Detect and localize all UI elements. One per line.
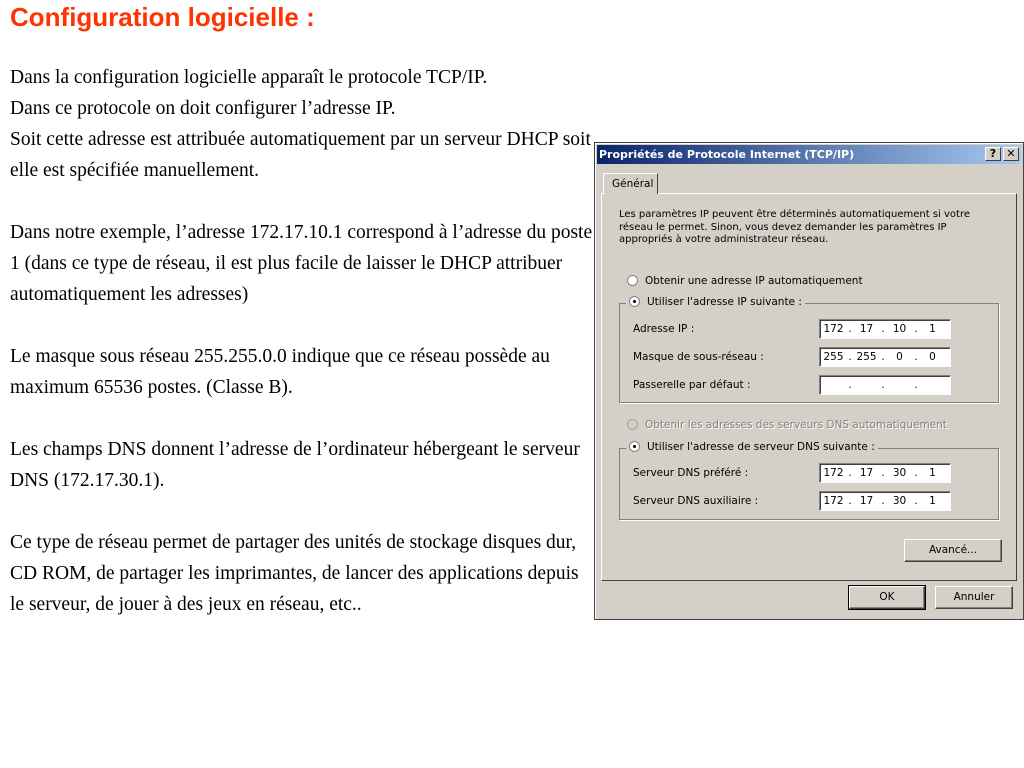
dns-alternate-label: Serveur DNS auxiliaire : (633, 495, 759, 507)
octet: 1 (929, 323, 936, 335)
paragraph: Dans notre exemple, l’adresse 172.17.10.1 correspond à l’adresse du poste 1 (dans ce type de réseau, il est plus facile de laisser le DHCP attribuer automatiquement les adresses) (10, 222, 593, 305)
dialog-title: Propriétés de Protocole Internet (TCP/IP) (599, 148, 855, 161)
mask-label: Masque de sous-réseau : (633, 351, 764, 363)
dns-preferred-input[interactable]: 172 . 17 . 30 . 1 (819, 463, 951, 483)
close-button[interactable]: ✕ (1003, 147, 1019, 161)
subnet-mask-input[interactable]: 255 . 255 . 0 . 0 (819, 347, 951, 367)
radio-on-icon (629, 296, 640, 307)
octet: 172 (823, 323, 844, 335)
slide-title: Configuration logicielle : (10, 2, 315, 32)
radio-disabled-icon (627, 419, 638, 430)
octet: 30 (892, 467, 907, 479)
radio-dns-auto[interactable] (627, 419, 947, 431)
radio-dns-manual[interactable] (626, 441, 878, 453)
radio-dns-manual-label: Utiliser l'adresse de serveur DNS suivante : (647, 441, 875, 453)
gateway-input[interactable]: . . . (819, 375, 951, 395)
octet: 0 (929, 351, 936, 363)
gateway-label: Passerelle par défaut : (633, 379, 751, 391)
octet: 17 (859, 495, 874, 507)
octet: 0 (896, 351, 903, 363)
ip-address-input[interactable]: 172 . 17 . 10 . 1 (819, 319, 951, 339)
slide-body (10, 62, 595, 620)
radio-off-icon (627, 275, 638, 286)
dns-alternate-input[interactable]: 172 . 17 . 30 . 1 (819, 491, 951, 511)
paragraph: Les champs DNS donnent l’adresse de l’ordinateur hébergeant le serveur DNS (172.17.30.1). (10, 439, 580, 491)
tab-general-label: Général (612, 178, 654, 190)
dns-preferred-label: Serveur DNS préféré : (633, 467, 749, 479)
paragraph: Ce type de réseau permet de partager des unités de stockage disques dur, CD ROM, de partager les imprimantes, de lancer des applications depuis le serveur, de jouer à des jeux en réseau, etc.. (10, 532, 579, 615)
advanced-button[interactable]: Avancé... (904, 539, 1002, 562)
paragraph: Dans ce protocole on doit configurer l’adresse IP. (10, 98, 396, 119)
octet: 172 (823, 495, 844, 507)
cancel-button[interactable]: Annuler (935, 586, 1013, 609)
paragraph: Le masque sous réseau 255.255.0.0 indique que ce réseau possède au maximum 65536 postes. (Classe B). (10, 346, 550, 398)
octet: 1 (929, 467, 936, 479)
ok-button[interactable]: OK (849, 586, 925, 609)
octet: 17 (859, 323, 874, 335)
tcpip-properties-dialog (594, 142, 1024, 620)
radio-dns-auto-label: Obtenir les adresses des serveurs DNS automatiquement (645, 419, 947, 431)
tab-general[interactable] (603, 173, 658, 194)
octet: 30 (892, 495, 907, 507)
radio-on-icon (629, 441, 640, 452)
octet: 172 (823, 467, 844, 479)
radio-ip-manual[interactable] (626, 296, 805, 308)
paragraph: Dans la configuration logicielle apparaît le protocole TCP/IP. (10, 67, 488, 88)
radio-ip-manual-label: Utiliser l'adresse IP suivante : (647, 296, 802, 308)
ip-label: Adresse IP : (633, 323, 695, 335)
octet: 1 (929, 495, 936, 507)
octet: 255 (823, 351, 844, 363)
dialog-titlebar[interactable] (597, 145, 1021, 164)
octet: 255 (856, 351, 877, 363)
help-button[interactable]: ? (985, 147, 1001, 161)
intro-text: Les paramètres IP peuvent être déterminés automatiquement si votre réseau le permet. Sinon, vous devez demander les paramètres IP appropriés à votre administrateur réseau. (619, 209, 971, 245)
radio-ip-auto-label: Obtenir une adresse IP automatiquement (645, 275, 863, 287)
radio-ip-auto[interactable] (627, 275, 863, 287)
octet: 10 (892, 323, 907, 335)
octet: 17 (859, 467, 874, 479)
paragraph: Soit cette adresse est attribuée automatiquement par un serveur DHCP soit elle est spécifiée manuellement. (10, 129, 591, 181)
